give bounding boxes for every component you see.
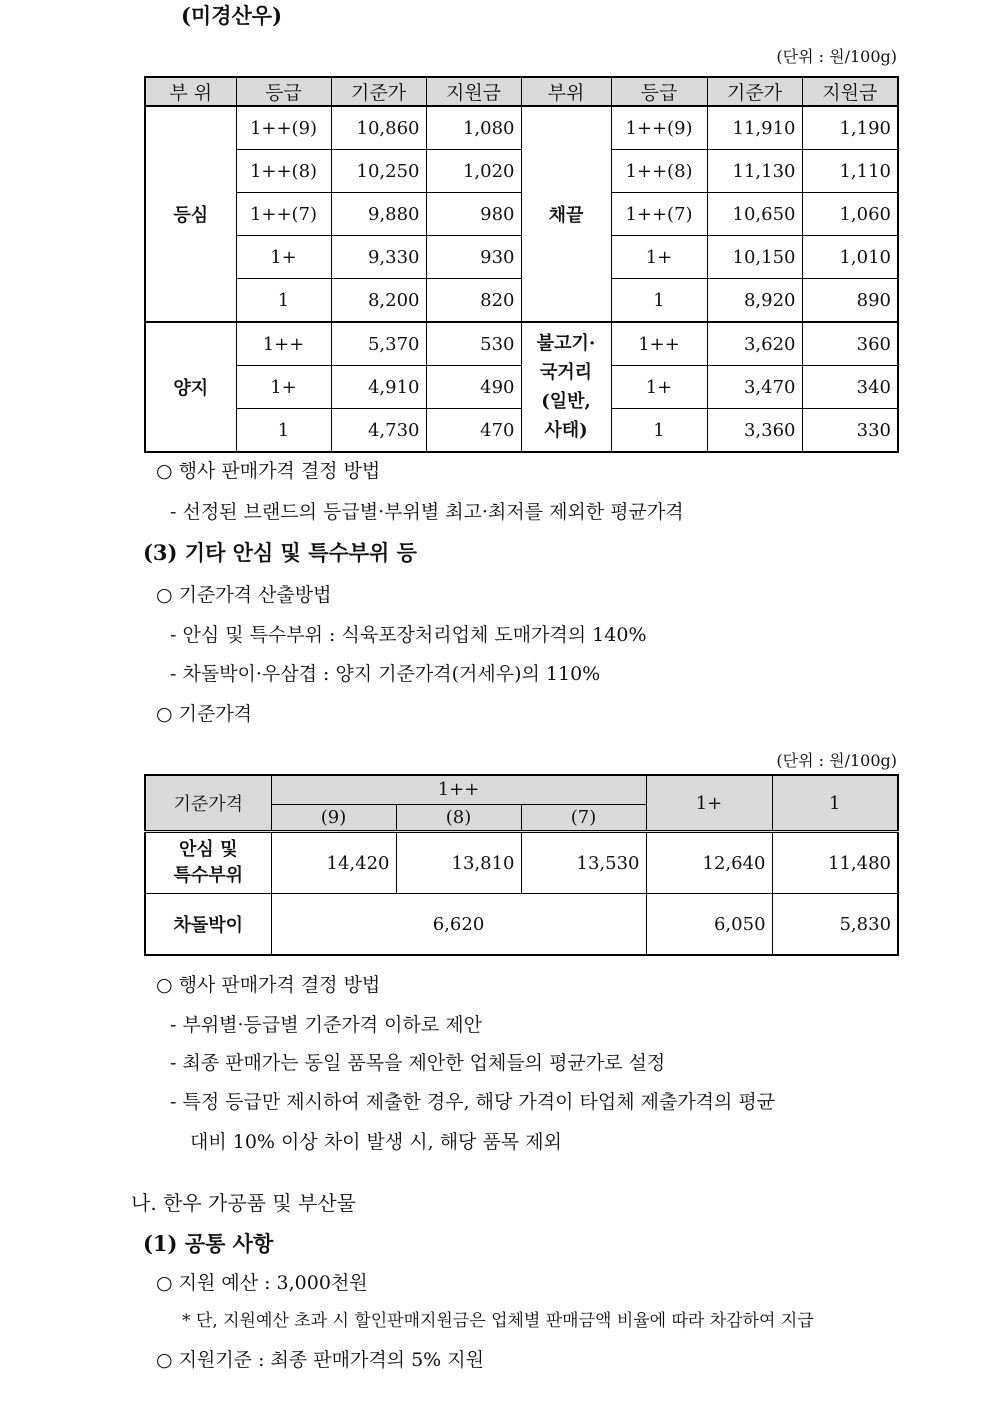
price-table-1 xyxy=(144,76,899,453)
base-price-cell: 10,860 xyxy=(331,106,426,150)
row-label: 차돌박이 xyxy=(145,894,271,956)
header-cell: 기준가 xyxy=(707,77,802,106)
table-row xyxy=(145,106,898,150)
table-header-row xyxy=(145,77,898,106)
value-cell: 6,050 xyxy=(646,894,772,956)
value-cell: 5,830 xyxy=(772,894,898,956)
price-table-2 xyxy=(144,774,899,956)
unit-label: (단위 : 원/100g) xyxy=(776,751,897,770)
base-price-cell: 4,910 xyxy=(331,366,426,409)
base-price-cell: 11,130 xyxy=(707,150,802,193)
header-cell: (9) xyxy=(271,804,396,831)
bullet-line: ○ 기준가격 산출방법 xyxy=(156,584,332,606)
grade-cell: 1 xyxy=(236,279,331,323)
subsidy-cell: 820 xyxy=(426,279,521,323)
part-label: 양지 xyxy=(145,322,236,452)
subsidy-cell: 890 xyxy=(802,279,898,323)
subsidy-cell: 330 xyxy=(802,409,898,453)
header-cell: (7) xyxy=(521,804,646,831)
header-cell: 기준가 xyxy=(331,77,426,106)
part-label: 불고기· 국거리 (일반, 사태) xyxy=(521,322,611,452)
header-cell: 지원금 xyxy=(426,77,521,106)
base-price-cell: 9,330 xyxy=(331,236,426,279)
base-price-cell: 10,650 xyxy=(707,193,802,236)
base-price-cell: 5,370 xyxy=(331,322,426,366)
header-cell: 등급 xyxy=(236,77,331,106)
grade-cell: 1++(8) xyxy=(236,150,331,193)
section-heading: 나. 한우 가공품 및 부산물 xyxy=(131,1191,356,1215)
grade-cell: 1+ xyxy=(236,236,331,279)
value-cell: 14,420 xyxy=(271,832,396,894)
grade-cell: 1++(7) xyxy=(611,193,707,236)
bullet-line: ○ 행사 판매가격 결정 방법 xyxy=(156,460,381,482)
value-cell: 13,530 xyxy=(521,832,646,894)
value-cell: 12,640 xyxy=(646,832,772,894)
subsidy-cell: 360 xyxy=(802,322,898,366)
grade-cell: 1++(8) xyxy=(611,150,707,193)
subsidy-cell: 1,080 xyxy=(426,106,521,150)
subsidy-cell: 1,020 xyxy=(426,150,521,193)
unit-label: (단위 : 원/100g) xyxy=(776,47,897,66)
dash-line-continued: 대비 10% 이상 차이 발생 시, 해당 품목 제외 xyxy=(190,1131,562,1153)
value-cell: 6,620 xyxy=(271,894,646,956)
base-price-cell: 3,470 xyxy=(707,366,802,409)
grade-cell: 1+ xyxy=(236,366,331,409)
subsidy-cell: 1,060 xyxy=(802,193,898,236)
dash-line: - 선정된 브랜드의 등급별·부위별 최고·최저를 제외한 평균가격 xyxy=(170,501,684,523)
subsidy-cell: 980 xyxy=(426,193,521,236)
base-price-cell: 8,920 xyxy=(707,279,802,323)
part-label: 채끝 xyxy=(521,106,611,322)
dash-line: - 특정 등급만 제시하여 제출한 경우, 해당 가격이 타업체 제출가격의 평균 xyxy=(170,1091,776,1113)
base-price-cell: 10,150 xyxy=(707,236,802,279)
subsidy-cell: 490 xyxy=(426,366,521,409)
base-price-cell: 9,880 xyxy=(331,193,426,236)
bullet-line: ○ 행사 판매가격 결정 방법 xyxy=(156,974,381,996)
header-cell: 1 xyxy=(772,775,898,832)
bullet-line: ○ 지원기준 : 최종 판매가격의 5% 지원 xyxy=(156,1349,484,1371)
part-label: 등심 xyxy=(145,106,236,322)
base-price-cell: 10,250 xyxy=(331,150,426,193)
header-cell: 부위 xyxy=(521,77,611,106)
row-label: 안심 및 특수부위 xyxy=(145,832,271,894)
grade-cell: 1++ xyxy=(611,322,707,366)
subsection-heading: (3) 기타 안심 및 특수부위 등 xyxy=(143,540,417,565)
bullet-line: ○ 기준가격 xyxy=(156,703,253,725)
table-row xyxy=(145,832,898,894)
subsidy-cell: 1,190 xyxy=(802,106,898,150)
dash-line: - 차돌박이·우삼겹 : 양지 기준가격(거세우)의 110% xyxy=(170,663,601,685)
grade-cell: 1+ xyxy=(611,366,707,409)
grade-cell: 1++(9) xyxy=(236,106,331,150)
section-title: (미경산우) xyxy=(181,3,283,28)
value-cell: 13,810 xyxy=(396,832,521,894)
table-header-row xyxy=(145,775,898,804)
grade-cell: 1++(9) xyxy=(611,106,707,150)
header-cell: 등급 xyxy=(611,77,707,106)
dash-line: - 안심 및 특수부위 : 식육포장처리업체 도매가격의 140% xyxy=(170,624,647,646)
header-cell: 1+ xyxy=(646,775,772,832)
subsidy-cell: 470 xyxy=(426,409,521,453)
header-cell: 1++ xyxy=(271,775,646,804)
subsidy-cell: 930 xyxy=(426,236,521,279)
base-price-cell: 3,620 xyxy=(707,322,802,366)
subsidy-cell: 340 xyxy=(802,366,898,409)
grade-cell: 1 xyxy=(611,279,707,323)
grade-cell: 1+ xyxy=(611,236,707,279)
subsidy-cell: 1,010 xyxy=(802,236,898,279)
header-cell: (8) xyxy=(396,804,521,831)
base-price-cell: 4,730 xyxy=(331,409,426,453)
dash-line: - 최종 판매가는 동일 품목을 제안한 업체들의 평균가로 설정 xyxy=(170,1052,666,1074)
header-cell: 기준가격 xyxy=(145,775,271,832)
header-cell: 지원금 xyxy=(802,77,898,106)
grade-cell: 1++(7) xyxy=(236,193,331,236)
note-line: * 단, 지원예산 초과 시 할인판매지원금은 업체별 판매금액 비율에 따라 차감하여 지급 xyxy=(182,1311,814,1331)
subsection-heading: (1) 공통 사항 xyxy=(143,1231,274,1256)
subsidy-cell: 1,110 xyxy=(802,150,898,193)
base-price-cell: 8,200 xyxy=(331,279,426,323)
table-row xyxy=(145,322,898,366)
dash-line: - 부위별·등급별 기준가격 이하로 제안 xyxy=(170,1014,482,1036)
value-cell: 11,480 xyxy=(772,832,898,894)
base-price-cell: 11,910 xyxy=(707,106,802,150)
grade-cell: 1++ xyxy=(236,322,331,366)
header-cell: 부 위 xyxy=(145,77,236,106)
base-price-cell: 3,360 xyxy=(707,409,802,453)
grade-cell: 1 xyxy=(236,409,331,453)
table-row xyxy=(145,894,898,956)
bullet-line: ○ 지원 예산 : 3,000천원 xyxy=(156,1272,368,1294)
subsidy-cell: 530 xyxy=(426,322,521,366)
grade-cell: 1 xyxy=(611,409,707,453)
